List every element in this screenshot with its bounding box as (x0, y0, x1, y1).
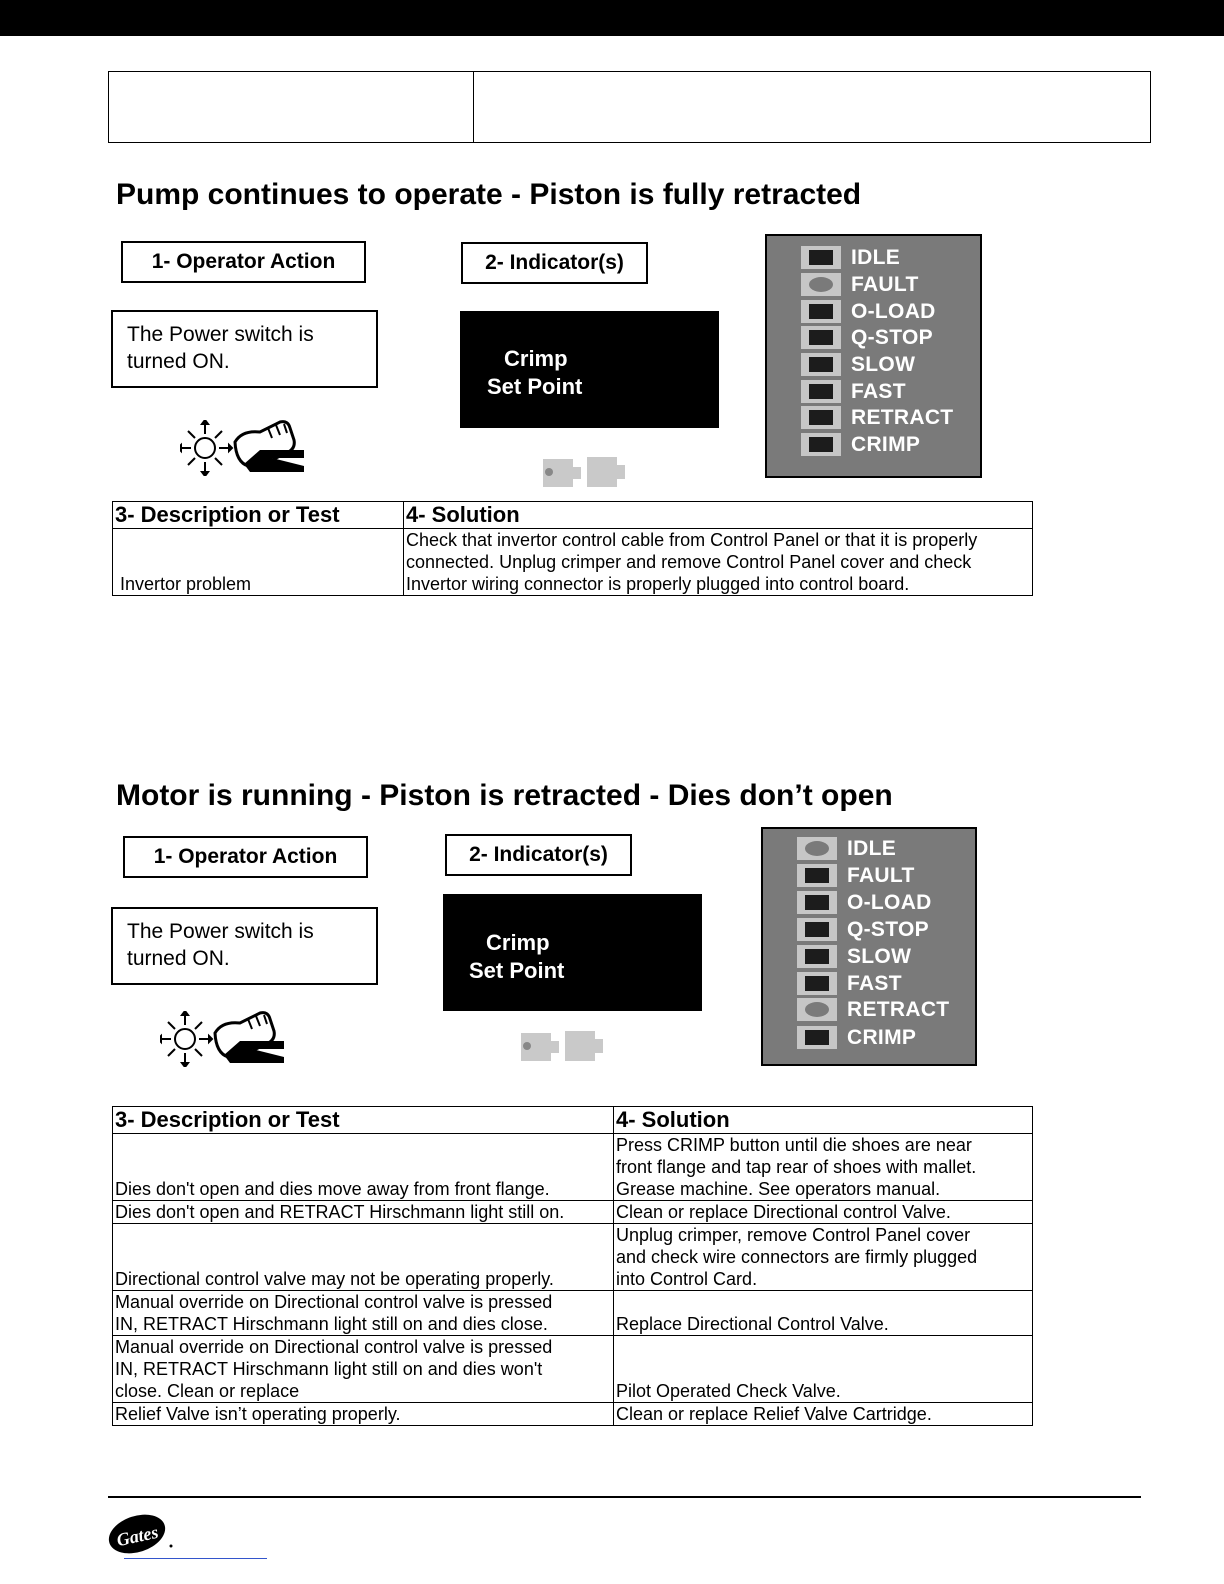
footer-link-underline (124, 1558, 267, 1559)
table-row (113, 529, 1033, 596)
action-line-2: turned ON. (127, 947, 230, 970)
led-retract-icon (809, 410, 833, 425)
top-black-bar (0, 0, 1224, 36)
led-crimp-icon (805, 1030, 829, 1045)
display-line-1: Crimp (504, 346, 568, 371)
section-1-operator-action-text (111, 310, 378, 388)
indicator-crimp: CRIMP (801, 431, 920, 458)
led-fault-icon (809, 277, 833, 292)
row-description: Manual override on Directional control valve is pressed IN, RETRACT Hirschmann light still on and dies won't close. Clean or replace (113, 1336, 614, 1403)
header-description: 3- Description or Test (113, 1107, 614, 1134)
header-table (108, 71, 1151, 143)
row-solution: Pilot Operated Check Valve. (614, 1336, 1033, 1403)
led-fast-icon (805, 976, 829, 991)
row-description: Directional control valve may not be operating properly. (113, 1224, 614, 1291)
led-slow-icon (805, 949, 829, 964)
indicator-o-load: O-LOAD (797, 889, 932, 916)
indicator-slow: SLOW (797, 943, 911, 970)
section-2-operator-action-label: 1- Operator Action (123, 836, 368, 878)
table-row (113, 1134, 1033, 1201)
row-solution: Press CRIMP button until die shoes are near front flange and tap rear of shoes with mallet. Grease machine. See operators manual. (614, 1134, 1033, 1201)
led-idle-icon (805, 841, 829, 856)
led-fast-icon (809, 384, 833, 399)
section-2-lcd-display (443, 894, 702, 1011)
indicator-idle: IDLE (801, 244, 900, 271)
led-q-stop-icon (805, 922, 829, 937)
action-line-2: turned ON. (127, 350, 230, 373)
table-row (113, 1336, 1033, 1403)
indicator-o-load: O-LOAD (801, 298, 936, 325)
hand-pointer-icon (235, 422, 304, 472)
row-solution: Clean or replace Directional control Valve. (614, 1201, 1033, 1224)
power-on-icon (180, 420, 232, 476)
led-o-load-icon (809, 304, 833, 319)
section-2-solution-table (112, 1106, 1033, 1426)
action-line-1: The Power switch is (127, 920, 314, 943)
led-crimp-icon (809, 437, 833, 452)
section-2-indicators-label: 2- Indicator(s) (445, 834, 632, 876)
table-row (113, 1291, 1033, 1336)
display-line-2: Set Point (487, 374, 583, 399)
section-2-title: Motor is running - Piston is retracted - Dies don’t open (116, 779, 893, 812)
row-description: Relief Valve isn’t operating properly. (113, 1403, 614, 1426)
header-solution: 4- Solution (614, 1107, 1033, 1134)
indicator-retract: RETRACT (801, 404, 953, 431)
indicator-q-stop: Q-STOP (801, 324, 933, 351)
action-line-1: The Power switch is (127, 323, 314, 346)
row-solution: Unplug crimper, remove Control Panel cover and check wire connectors are firmly plugged into Control Card. (614, 1224, 1033, 1291)
hand-pointer-icon (215, 1013, 284, 1063)
display-line-2: Set Point (469, 958, 565, 983)
connector-plug-icon (521, 1029, 603, 1063)
header-solution: 4- Solution (404, 502, 1033, 529)
connector-plug-icon (543, 455, 625, 489)
section-2-operator-icons (160, 1011, 290, 1067)
section-1-solution-table (112, 501, 1033, 596)
section-1-indicator-panel (765, 234, 982, 478)
table-row (113, 1201, 1033, 1224)
row-description: Dies don't open and dies move away from front flange. (113, 1134, 614, 1201)
display-line-1: Crimp (486, 930, 550, 955)
indicator-idle: IDLE (797, 835, 896, 862)
row-description: Manual override on Directional control valve is pressed IN, RETRACT Hirschmann light still on and dies close. (113, 1291, 614, 1336)
section-1-operator-icons (180, 420, 310, 476)
gates-logo (106, 1512, 176, 1556)
led-idle-icon (809, 250, 833, 265)
svg-text:Gates: Gates (114, 1521, 161, 1551)
led-q-stop-icon (809, 330, 833, 345)
row-solution: Check that invertor control cable from Control Panel or that it is properly connected. Unplug crimper and remove Control Panel cover and check Invertor wiring connector is properly plugged into control board. (404, 529, 1033, 596)
row-solution: Clean or replace Relief Valve Cartridge. (614, 1403, 1033, 1426)
indicator-crimp: CRIMP (797, 1024, 916, 1051)
led-retract-icon (805, 1002, 829, 1017)
led-fault-icon (805, 868, 829, 883)
indicator-fast: FAST (801, 378, 906, 405)
section-1-operator-action-label: 1- Operator Action (121, 241, 366, 283)
table-row (113, 1224, 1033, 1291)
header-left-cell (109, 72, 474, 142)
table-row (113, 1403, 1033, 1426)
footer-divider (108, 1496, 1141, 1498)
table-header-row (113, 502, 1033, 529)
led-o-load-icon (805, 895, 829, 910)
table-header-row (113, 1107, 1033, 1134)
indicator-q-stop: Q-STOP (797, 916, 929, 943)
section-1-indicators-label: 2- Indicator(s) (461, 242, 648, 284)
section-1-title: Pump continues to operate - Piston is fully retracted (116, 178, 862, 211)
indicator-fault: FAULT (801, 271, 919, 298)
row-description: Dies don't open and RETRACT Hirschmann light still on. (113, 1201, 614, 1224)
row-description: Invertor problem (113, 529, 404, 596)
row-solution: Replace Directional Control Valve. (614, 1291, 1033, 1336)
power-on-icon (160, 1011, 212, 1067)
section-1-lcd-display (460, 311, 719, 428)
header-description: 3- Description or Test (113, 502, 404, 529)
section-2-operator-action-text (111, 907, 378, 985)
indicator-fast: FAST (797, 970, 902, 997)
indicator-retract: RETRACT (797, 996, 949, 1023)
led-slow-icon (809, 357, 833, 372)
section-2-indicator-panel (761, 827, 977, 1066)
indicator-slow: SLOW (801, 351, 915, 378)
header-right-cell (474, 72, 1150, 142)
indicator-fault: FAULT (797, 862, 915, 889)
